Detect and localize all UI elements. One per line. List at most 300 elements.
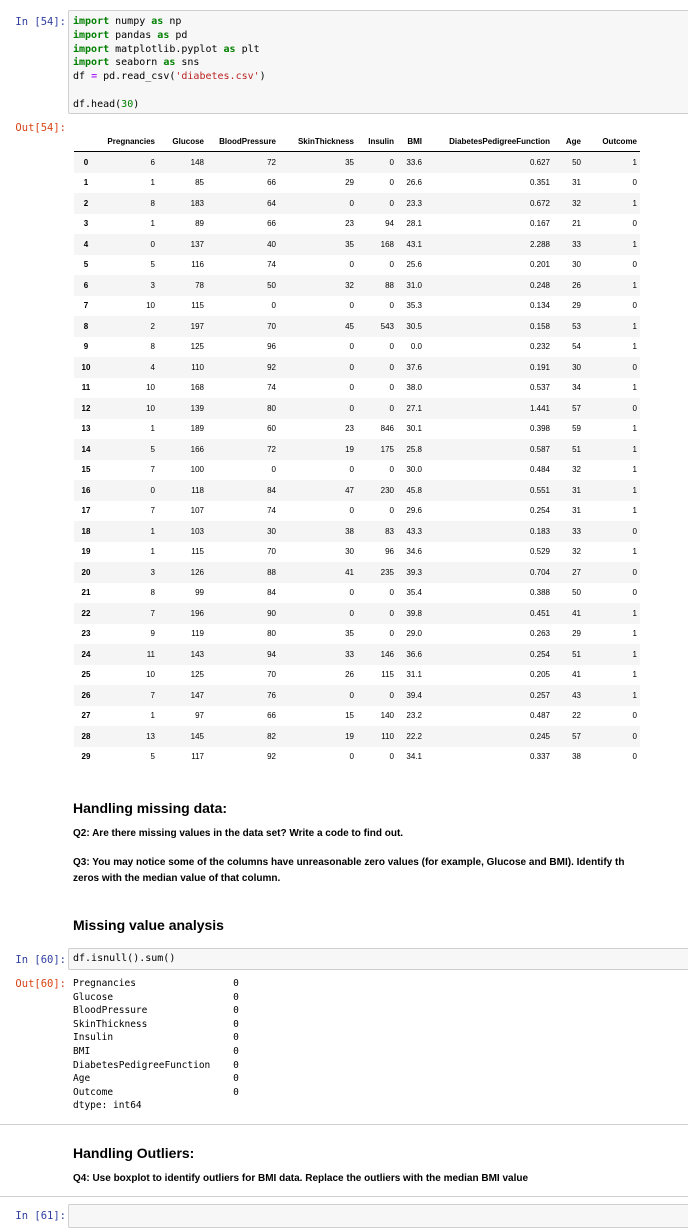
table-cell: 1 bbox=[584, 685, 640, 706]
table-cell: 1 bbox=[584, 644, 640, 665]
table-cell: 0.158 bbox=[425, 316, 553, 337]
table-cell: 235 bbox=[357, 562, 397, 583]
table-cell: 0 bbox=[632, 588, 637, 598]
table-cell: 1 bbox=[584, 480, 640, 501]
table-cell: 23.2 bbox=[406, 711, 422, 721]
table-row bbox=[74, 501, 640, 522]
table-cell: 96 bbox=[385, 547, 394, 557]
row-index: 10 bbox=[74, 357, 98, 378]
table-cell: 0 bbox=[632, 752, 637, 762]
row-index: 4 bbox=[74, 234, 98, 255]
table-cell: 78 bbox=[158, 275, 207, 296]
table-cell: 0.484 bbox=[529, 465, 550, 475]
table-cell: 88 bbox=[207, 562, 279, 583]
table-cell: 0.263 bbox=[529, 629, 550, 639]
table-cell: 3 bbox=[98, 275, 158, 296]
table-cell: 33.6 bbox=[397, 152, 425, 173]
table-cell: 0.191 bbox=[425, 357, 553, 378]
table-cell: 84 bbox=[267, 588, 276, 598]
table-cell: 10 bbox=[146, 301, 155, 311]
table-cell: 0.351 bbox=[529, 178, 550, 188]
row-index: 16 bbox=[74, 480, 98, 501]
table-row bbox=[74, 644, 640, 665]
table-cell: 39.8 bbox=[397, 603, 425, 624]
row-index: 18 bbox=[74, 521, 98, 542]
heading-missing-value-analysis: Missing value analysis bbox=[73, 917, 224, 933]
table-row bbox=[74, 255, 640, 276]
table-cell: 846 bbox=[380, 424, 394, 434]
table-cell: 33 bbox=[553, 521, 584, 542]
table-cell: 27.1 bbox=[397, 398, 425, 419]
table-cell: 0.232 bbox=[529, 342, 550, 352]
row-index: 9 bbox=[83, 342, 89, 352]
table-cell: 51 bbox=[553, 439, 584, 460]
table-cell: 35.3 bbox=[406, 301, 422, 311]
row-index: 15 bbox=[81, 465, 91, 475]
table-cell: 0.672 bbox=[425, 193, 553, 214]
table-cell: 119 bbox=[191, 629, 204, 639]
cell-54-code-editor[interactable]: import numpy as np import pandas as pd import matplotlib.pyplot as plt import seaborn as sns df = pd.read_csv('diabetes.csv') df.head(30) bbox=[68, 10, 688, 114]
table-cell: 30 bbox=[207, 521, 279, 542]
table-cell: 0 bbox=[349, 506, 354, 516]
table-cell: 0 bbox=[271, 465, 276, 475]
question-q3-line2: zeros with the median value of that column. bbox=[73, 873, 281, 884]
table-cell: 0.704 bbox=[425, 562, 553, 583]
table-cell: 39.3 bbox=[397, 562, 425, 583]
table-cell: 110 bbox=[357, 726, 397, 747]
table-cell: 0 bbox=[271, 301, 276, 311]
table-row bbox=[74, 542, 640, 563]
table-cell: 0 bbox=[632, 301, 637, 311]
table-cell: 1 bbox=[584, 234, 640, 255]
table-cell: 10 bbox=[98, 398, 158, 419]
table-cell: 0.451 bbox=[425, 603, 553, 624]
table-cell: 0 bbox=[584, 562, 640, 583]
table-cell: 1 bbox=[584, 193, 640, 214]
table-row bbox=[74, 562, 640, 583]
table-cell: 1 bbox=[584, 603, 640, 624]
table-cell: 38 bbox=[572, 752, 581, 762]
table-cell: 34.6 bbox=[406, 547, 422, 557]
table-row bbox=[74, 419, 640, 440]
cell-61-code-editor[interactable] bbox=[68, 1204, 688, 1228]
table-row bbox=[74, 480, 640, 501]
table-cell: 19 bbox=[279, 726, 357, 747]
table-cell: 0.201 bbox=[529, 260, 550, 270]
table-cell: 4 bbox=[98, 357, 158, 378]
table-cell: 168 bbox=[357, 234, 397, 255]
table-cell: 0 bbox=[98, 480, 158, 501]
table-cell: 1 bbox=[632, 629, 637, 639]
table-cell: 23.3 bbox=[397, 193, 425, 214]
table-cell: 26.6 bbox=[406, 178, 422, 188]
table-cell: 0.257 bbox=[425, 685, 553, 706]
table-cell: 0 bbox=[279, 357, 357, 378]
table-cell: 0.551 bbox=[425, 480, 553, 501]
table-cell: 0 bbox=[389, 506, 394, 516]
table-cell: 1 bbox=[150, 219, 155, 229]
cell-60-code-editor[interactable]: df.isnull().sum() bbox=[68, 948, 688, 970]
table-cell: 51 bbox=[553, 644, 584, 665]
row-index: 11 bbox=[81, 383, 91, 393]
column-header: DiabetesPedigreeFunction bbox=[425, 131, 553, 152]
table-cell: 103 bbox=[158, 521, 207, 542]
table-cell: 66 bbox=[267, 178, 276, 188]
table-cell: 8 bbox=[150, 588, 155, 598]
table-cell: 47 bbox=[279, 480, 357, 501]
table-row bbox=[74, 665, 640, 686]
table-cell: 30.0 bbox=[406, 465, 422, 475]
table-cell: 116 bbox=[191, 260, 204, 270]
cell-54-in-prompt: In [54]: bbox=[15, 16, 66, 28]
table-cell: 125 bbox=[190, 670, 204, 680]
row-index: 8 bbox=[74, 316, 98, 337]
table-cell: 0 bbox=[389, 342, 394, 352]
table-cell: 0 bbox=[357, 398, 397, 419]
table-cell: 53 bbox=[553, 316, 584, 337]
table-cell: 1 bbox=[632, 465, 637, 475]
table-cell: 31 bbox=[572, 506, 581, 516]
table-cell: 0.183 bbox=[425, 521, 553, 542]
table-cell: 34 bbox=[572, 383, 581, 393]
table-cell: 92 bbox=[207, 357, 279, 378]
table-cell: 0.245 bbox=[425, 726, 553, 747]
table-cell: 147 bbox=[158, 685, 207, 706]
table-cell: 115 bbox=[191, 301, 204, 311]
table-cell: 183 bbox=[158, 193, 207, 214]
table-row bbox=[74, 316, 640, 337]
table-cell: 72 bbox=[207, 152, 279, 173]
table-cell: 145 bbox=[158, 726, 207, 747]
table-cell: 0 bbox=[357, 603, 397, 624]
table-cell: 36.6 bbox=[397, 644, 425, 665]
table-row bbox=[74, 603, 640, 624]
table-cell: 0 bbox=[632, 178, 637, 188]
table-cell: 70 bbox=[207, 316, 279, 337]
table-cell: 0 bbox=[584, 521, 640, 542]
table-cell: 29 bbox=[345, 178, 354, 188]
table-cell: 74 bbox=[267, 506, 276, 516]
table-cell: 30.1 bbox=[406, 424, 422, 434]
table-cell: 5 bbox=[150, 260, 155, 270]
table-cell: 0 bbox=[349, 752, 354, 762]
table-cell: 0.167 bbox=[529, 219, 550, 229]
table-cell: 31.1 bbox=[406, 670, 422, 680]
table-cell: 0 bbox=[279, 193, 357, 214]
row-index: 12 bbox=[74, 398, 98, 419]
table-cell: 13 bbox=[98, 726, 158, 747]
row-index: 14 bbox=[74, 439, 98, 460]
table-cell: 0.134 bbox=[529, 301, 550, 311]
table-cell: 23 bbox=[345, 424, 354, 434]
table-cell: 0 bbox=[98, 234, 158, 255]
table-cell: 168 bbox=[190, 383, 204, 393]
table-cell: 1 bbox=[584, 275, 640, 296]
table-cell: 29 bbox=[572, 629, 581, 639]
table-cell: 0 bbox=[632, 219, 637, 229]
table-cell: 148 bbox=[158, 152, 207, 173]
table-cell: 1.441 bbox=[425, 398, 553, 419]
heading-handling-outliers: Handling Outliers: bbox=[73, 1145, 195, 1161]
table-cell: 1 bbox=[150, 547, 155, 557]
table-cell: 22 bbox=[572, 711, 581, 721]
table-cell: 196 bbox=[158, 603, 207, 624]
table-cell: 0.388 bbox=[529, 588, 550, 598]
table-cell: 27 bbox=[553, 562, 584, 583]
column-header: BloodPressure bbox=[207, 131, 279, 152]
table-cell: 35 bbox=[345, 629, 354, 639]
table-cell: 0 bbox=[632, 260, 637, 270]
table-cell: 1 bbox=[98, 521, 158, 542]
table-cell: 0.205 bbox=[529, 670, 550, 680]
table-cell: 197 bbox=[158, 316, 207, 337]
table-cell: 0 bbox=[349, 465, 354, 475]
table-cell: 92 bbox=[267, 752, 276, 762]
table-cell: 0 bbox=[584, 726, 640, 747]
table-cell: 31.0 bbox=[397, 275, 425, 296]
table-cell: 0.337 bbox=[529, 752, 550, 762]
table-cell: 7 bbox=[98, 603, 158, 624]
table-cell: 64 bbox=[207, 193, 279, 214]
table-cell: 25.6 bbox=[406, 260, 422, 270]
table-cell: 1 bbox=[632, 342, 637, 352]
table-row bbox=[74, 583, 640, 604]
table-cell: 43.3 bbox=[397, 521, 425, 542]
table-row bbox=[74, 726, 640, 747]
table-cell: 66 bbox=[267, 219, 276, 229]
table-cell: 30 bbox=[572, 260, 581, 270]
table-cell: 19 bbox=[279, 439, 357, 460]
table-cell: 543 bbox=[357, 316, 397, 337]
row-index: 6 bbox=[74, 275, 98, 296]
cell-60-out-prompt: Out[60]: bbox=[15, 978, 66, 990]
cell-divider bbox=[0, 1124, 688, 1125]
row-index: 21 bbox=[81, 588, 91, 598]
row-index: 26 bbox=[74, 685, 98, 706]
column-header: SkinThickness bbox=[279, 131, 357, 152]
table-cell: 57 bbox=[553, 398, 584, 419]
table-cell: 0 bbox=[349, 588, 354, 598]
index-header bbox=[74, 131, 98, 152]
table-cell: 29 bbox=[572, 301, 581, 311]
table-cell: 45 bbox=[279, 316, 357, 337]
table-cell: 0 bbox=[357, 152, 397, 173]
table-cell: 1 bbox=[632, 547, 637, 557]
table-cell: 0 bbox=[349, 301, 354, 311]
table-cell: 137 bbox=[158, 234, 207, 255]
table-cell: 28.1 bbox=[406, 219, 422, 229]
table-cell: 10 bbox=[146, 670, 155, 680]
table-cell: 23 bbox=[345, 219, 354, 229]
table-cell: 0 bbox=[349, 260, 354, 270]
table-cell: 1 bbox=[632, 383, 637, 393]
table-row bbox=[74, 460, 640, 481]
table-cell: 33 bbox=[553, 234, 584, 255]
table-cell: 82 bbox=[207, 726, 279, 747]
table-cell: 2.288 bbox=[425, 234, 553, 255]
cell-54-out-prompt: Out[54]: bbox=[15, 122, 66, 134]
table-cell: 2 bbox=[98, 316, 158, 337]
dataframe-table bbox=[74, 131, 640, 767]
table-cell: 40 bbox=[207, 234, 279, 255]
table-cell: 32 bbox=[572, 465, 581, 475]
column-header: Insulin bbox=[357, 131, 397, 152]
table-row bbox=[74, 275, 640, 296]
table-row bbox=[74, 398, 640, 419]
table-row bbox=[74, 747, 640, 768]
table-cell: 0 bbox=[389, 178, 394, 188]
table-cell: 0.537 bbox=[529, 383, 550, 393]
table-cell: 0.398 bbox=[529, 424, 550, 434]
table-cell: 29.6 bbox=[406, 506, 422, 516]
table-row bbox=[74, 706, 640, 727]
table-cell: 0 bbox=[389, 260, 394, 270]
table-cell: 80 bbox=[207, 398, 279, 419]
column-header: Pregnancies bbox=[98, 131, 158, 152]
column-header: Outcome bbox=[584, 131, 640, 152]
table-cell: 32 bbox=[553, 193, 584, 214]
question-q3-line1: Q3: You may notice some of the columns have unreasonable zero values (for example, Glucose and BMI). Identify th bbox=[73, 857, 625, 868]
table-row bbox=[74, 378, 640, 399]
table-cell: 35.4 bbox=[406, 588, 422, 598]
table-cell: 0 bbox=[349, 342, 354, 352]
table-row bbox=[74, 193, 640, 214]
row-index: 28 bbox=[74, 726, 98, 747]
table-cell: 74 bbox=[267, 383, 276, 393]
table-cell: 0 bbox=[357, 193, 397, 214]
table-cell: 11 bbox=[98, 644, 158, 665]
table-cell: 117 bbox=[191, 752, 204, 762]
table-cell: 0.254 bbox=[425, 644, 553, 665]
table-cell: 50 bbox=[572, 588, 581, 598]
table-cell: 22.2 bbox=[397, 726, 425, 747]
table-cell: 84 bbox=[207, 480, 279, 501]
table-cell: 110 bbox=[158, 357, 207, 378]
table-cell: 32 bbox=[279, 275, 357, 296]
table-cell: 94 bbox=[207, 644, 279, 665]
table-row bbox=[74, 173, 640, 194]
table-cell: 166 bbox=[158, 439, 207, 460]
table-cell: 41 bbox=[279, 562, 357, 583]
table-cell: 0 bbox=[389, 465, 394, 475]
table-cell: 8 bbox=[98, 193, 158, 214]
table-row bbox=[74, 337, 640, 358]
table-cell: 0.529 bbox=[529, 547, 550, 557]
table-cell: 41 bbox=[572, 670, 581, 680]
row-index: 5 bbox=[83, 260, 89, 270]
row-index: 19 bbox=[81, 547, 91, 557]
table-cell: 76 bbox=[207, 685, 279, 706]
table-cell: 32 bbox=[572, 547, 581, 557]
table-cell: 57 bbox=[553, 726, 584, 747]
table-cell: 1 bbox=[632, 670, 637, 680]
table-cell: 5 bbox=[150, 752, 155, 762]
table-cell: 115 bbox=[191, 547, 204, 557]
table-cell: 140 bbox=[380, 711, 394, 721]
table-cell: 50 bbox=[207, 275, 279, 296]
table-row bbox=[74, 439, 640, 460]
table-cell: 66 bbox=[267, 711, 276, 721]
table-cell: 146 bbox=[357, 644, 397, 665]
table-row bbox=[74, 624, 640, 645]
column-header: BMI bbox=[397, 131, 425, 152]
table-cell: 29.0 bbox=[406, 629, 422, 639]
table-cell: 37.6 bbox=[397, 357, 425, 378]
cell-60-output: Pregnancies 0 Glucose 0 BloodPressure 0 SkinThickness 0 Insulin 0 BMI 0 DiabetesPedigreeFunction 0 Age 0 Outcome 0 dtype: int64 bbox=[73, 978, 239, 1112]
table-cell: 8 bbox=[150, 342, 155, 352]
table-cell: 96 bbox=[267, 342, 276, 352]
table-cell: 0 bbox=[389, 301, 394, 311]
table-cell: 9 bbox=[150, 629, 155, 639]
table-cell: 38.0 bbox=[406, 383, 422, 393]
table-cell: 26 bbox=[345, 670, 354, 680]
table-cell: 15 bbox=[345, 711, 354, 721]
table-row bbox=[74, 152, 640, 173]
table-cell: 43 bbox=[553, 685, 584, 706]
table-cell: 1 bbox=[584, 439, 640, 460]
table-row bbox=[74, 357, 640, 378]
table-cell: 30.5 bbox=[397, 316, 425, 337]
table-row bbox=[74, 685, 640, 706]
table-row bbox=[74, 521, 640, 542]
table-cell: 7 bbox=[150, 506, 155, 516]
table-cell: 0 bbox=[389, 629, 394, 639]
table-cell: 0 bbox=[349, 383, 354, 393]
table-cell: 7 bbox=[150, 465, 155, 475]
table-cell: 89 bbox=[195, 219, 204, 229]
table-cell: 30 bbox=[345, 547, 354, 557]
table-cell: 35 bbox=[279, 152, 357, 173]
table-cell: 139 bbox=[158, 398, 207, 419]
table-cell: 0.487 bbox=[529, 711, 550, 721]
table-cell: 45.8 bbox=[397, 480, 425, 501]
row-index: 29 bbox=[81, 752, 91, 762]
row-index: 1 bbox=[83, 178, 89, 188]
table-cell: 31 bbox=[553, 480, 584, 501]
heading-handling-missing-data: Handling missing data: bbox=[73, 800, 228, 816]
table-cell: 0 bbox=[389, 383, 394, 393]
cell-divider bbox=[0, 1196, 688, 1197]
table-cell: 0.627 bbox=[425, 152, 553, 173]
row-index: 24 bbox=[74, 644, 98, 665]
table-cell: 38 bbox=[279, 521, 357, 542]
table-cell: 0 bbox=[584, 398, 640, 419]
table-cell: 0.587 bbox=[425, 439, 553, 460]
table-cell: 0.248 bbox=[425, 275, 553, 296]
table-cell: 230 bbox=[357, 480, 397, 501]
row-index: 17 bbox=[81, 506, 91, 516]
table-cell: 107 bbox=[190, 506, 204, 516]
cell-61-in-prompt: In [61]: bbox=[15, 1210, 66, 1222]
table-cell: 3 bbox=[98, 562, 158, 583]
table-cell: 33 bbox=[279, 644, 357, 665]
table-cell: 30 bbox=[553, 357, 584, 378]
table-cell: 5 bbox=[98, 439, 158, 460]
column-header: Age bbox=[553, 131, 584, 152]
table-cell: 126 bbox=[158, 562, 207, 583]
table-cell: 34.1 bbox=[406, 752, 422, 762]
table-cell: 0.254 bbox=[529, 506, 550, 516]
row-index: 0 bbox=[74, 152, 98, 173]
table-row bbox=[74, 296, 640, 317]
table-cell: 90 bbox=[207, 603, 279, 624]
row-index: 2 bbox=[74, 193, 98, 214]
table-cell: 99 bbox=[195, 588, 204, 598]
table-cell: 0.0 bbox=[410, 342, 422, 352]
table-cell: 115 bbox=[381, 670, 394, 680]
table-cell: 1 bbox=[150, 711, 155, 721]
column-header: Glucose bbox=[158, 131, 207, 152]
